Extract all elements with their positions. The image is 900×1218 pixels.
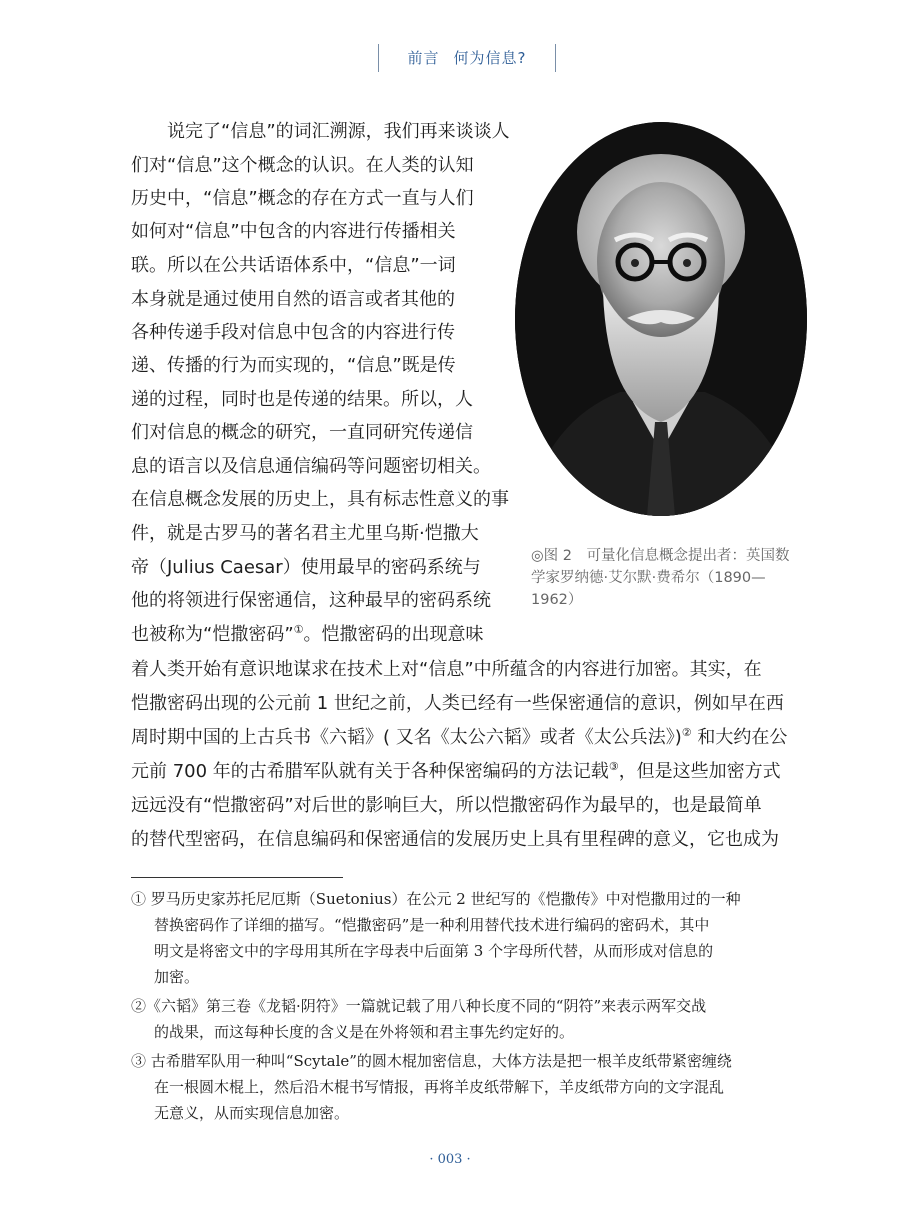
body-line-text: 和大约在公: [691, 727, 788, 748]
body-line: 本身就是通过使用自然的语言或者其他的: [131, 289, 455, 310]
footnote-line: 替换密码作了详细的描写。“恺撒密码”是一种利用替代技术进行编码的密码术，其中: [154, 916, 710, 934]
body-line: 递的过程，同时也是传递的结果。所以，人: [131, 389, 473, 410]
footnote-1: [131, 886, 741, 912]
body-line-text: 元前 700 年的古希腊军队就有关于各种保密编码的方法记载: [131, 761, 609, 782]
body-line: 们对信息的概念的研究，一直同研究传递信: [131, 422, 473, 443]
footnote-3: [131, 1048, 732, 1074]
body-line: 联。所以在公共话语体系中，“信息”一词: [131, 255, 456, 276]
footnote-line: 无意义，从而实现信息加密。: [154, 1104, 350, 1122]
body-line: 说完了“信息”的词汇溯源，我们再来谈谈人: [167, 121, 510, 142]
footnote-mark: ②: [131, 997, 147, 1015]
footnote-line: 明文是将密文中的字母用其所在字母表中后面第 3 个字母所代替，从而形成对信息的: [154, 942, 714, 960]
body-line: 恺撒密码出现的公元前 1 世纪之前，人类已经有一些保密通信的意识，例如早在西: [131, 693, 784, 714]
footnote-line: 在一根圆木棍上，然后沿木棍书写情报，再将羊皮纸带解下，羊皮纸带方向的文字混乱: [154, 1078, 725, 1096]
caption-line: 1962）: [531, 592, 583, 608]
body-line: [131, 723, 787, 753]
portrait-photo: [515, 122, 807, 516]
running-head-section: 前言: [407, 49, 440, 67]
body-line-text: ，但是这些加密方式: [618, 761, 781, 782]
body-line: 各种传递手段对信息中包含的内容进行传: [131, 322, 455, 343]
footnote-mark: ①: [131, 890, 147, 908]
body-line-text: 也被称为“恺撒密码”: [131, 624, 294, 645]
body-line: 他的将领进行保密通信，这种最早的密码系统: [131, 590, 491, 611]
body-line: 息的语言以及信息通信编码等问题密切相关。: [131, 456, 491, 477]
footnote-text: 古希腊军队用一种叫“Scytale”的圆木棍加密信息，大体方法是把一根羊皮纸带紧密缠绕: [150, 1052, 732, 1070]
footnote-line: 的战果，而这每种长度的含义是在外将领和君主事先约定好的。: [154, 1023, 575, 1041]
page-number: · 003 ·: [429, 1152, 471, 1167]
body-line: 远远没有“恺撒密码”对后世的影响巨大，所以恺撒密码作为最早的，也是最简单: [131, 795, 762, 816]
caption-line: ◎图 2 可量化信息概念提出者：英国数: [531, 548, 790, 564]
figure-caption: [531, 545, 821, 611]
footnote-ref-1[interactable]: ①: [293, 623, 304, 636]
body-line-text: 周时期中国的上古兵书《六韬》( 又名《太公六韬》或者《太公兵法》): [131, 727, 682, 748]
body-line: 如何对“信息”中包含的内容进行传播相关: [131, 221, 456, 242]
caption-line: 学家罗纳德·艾尔默·费希尔（1890—: [531, 570, 766, 586]
body-line: 的替代型密码，在信息编码和保密通信的发展历史上具有里程碑的意义，它也成为: [131, 829, 779, 850]
body-line: [131, 620, 484, 650]
footnote-ref-3[interactable]: ③: [608, 760, 619, 773]
footnote-line: 加密。: [154, 968, 200, 986]
footnote-divider: [131, 877, 343, 878]
body-line-text: 。恺撒密码的出现意味: [303, 624, 484, 645]
body-line: 们对“信息”这个概念的认识。在人类的认知: [131, 155, 474, 176]
running-head: [378, 44, 556, 72]
body-line: 递、传播的行为而实现的，“信息”既是传: [131, 355, 456, 376]
footnote-text: 《六韬》第三卷《龙韬·阴符》一篇就记载了用八种长度不同的“阴符”来表示两军交战: [146, 997, 707, 1015]
body-line: 着人类开始有意识地谋求在技术上对“信息”中所蕴含的内容进行加密。其实，在: [131, 659, 762, 680]
running-head-title: 何为信息?: [453, 49, 527, 67]
portrait-illustration: [515, 122, 807, 516]
footnote-text: 罗马历史家苏托尼厄斯（Suetonius）在公元 2 世纪写的《恺撒传》中对恺撒用过的一种: [150, 890, 741, 908]
footnote-2: [131, 993, 706, 1019]
footnote-ref-2[interactable]: ②: [681, 726, 692, 739]
body-line: 历史中，“信息”概念的存在方式一直与人们: [131, 188, 474, 209]
body-line: 帝（Julius Caesar）使用最早的密码系统与: [131, 557, 481, 578]
footnote-mark: ③: [131, 1052, 147, 1070]
body-line: 件，就是古罗马的著名君主尤里乌斯·恺撒大: [131, 523, 479, 544]
body-line: [131, 757, 781, 787]
body-line: 在信息概念发展的历史上，具有标志性意义的事: [131, 489, 509, 510]
